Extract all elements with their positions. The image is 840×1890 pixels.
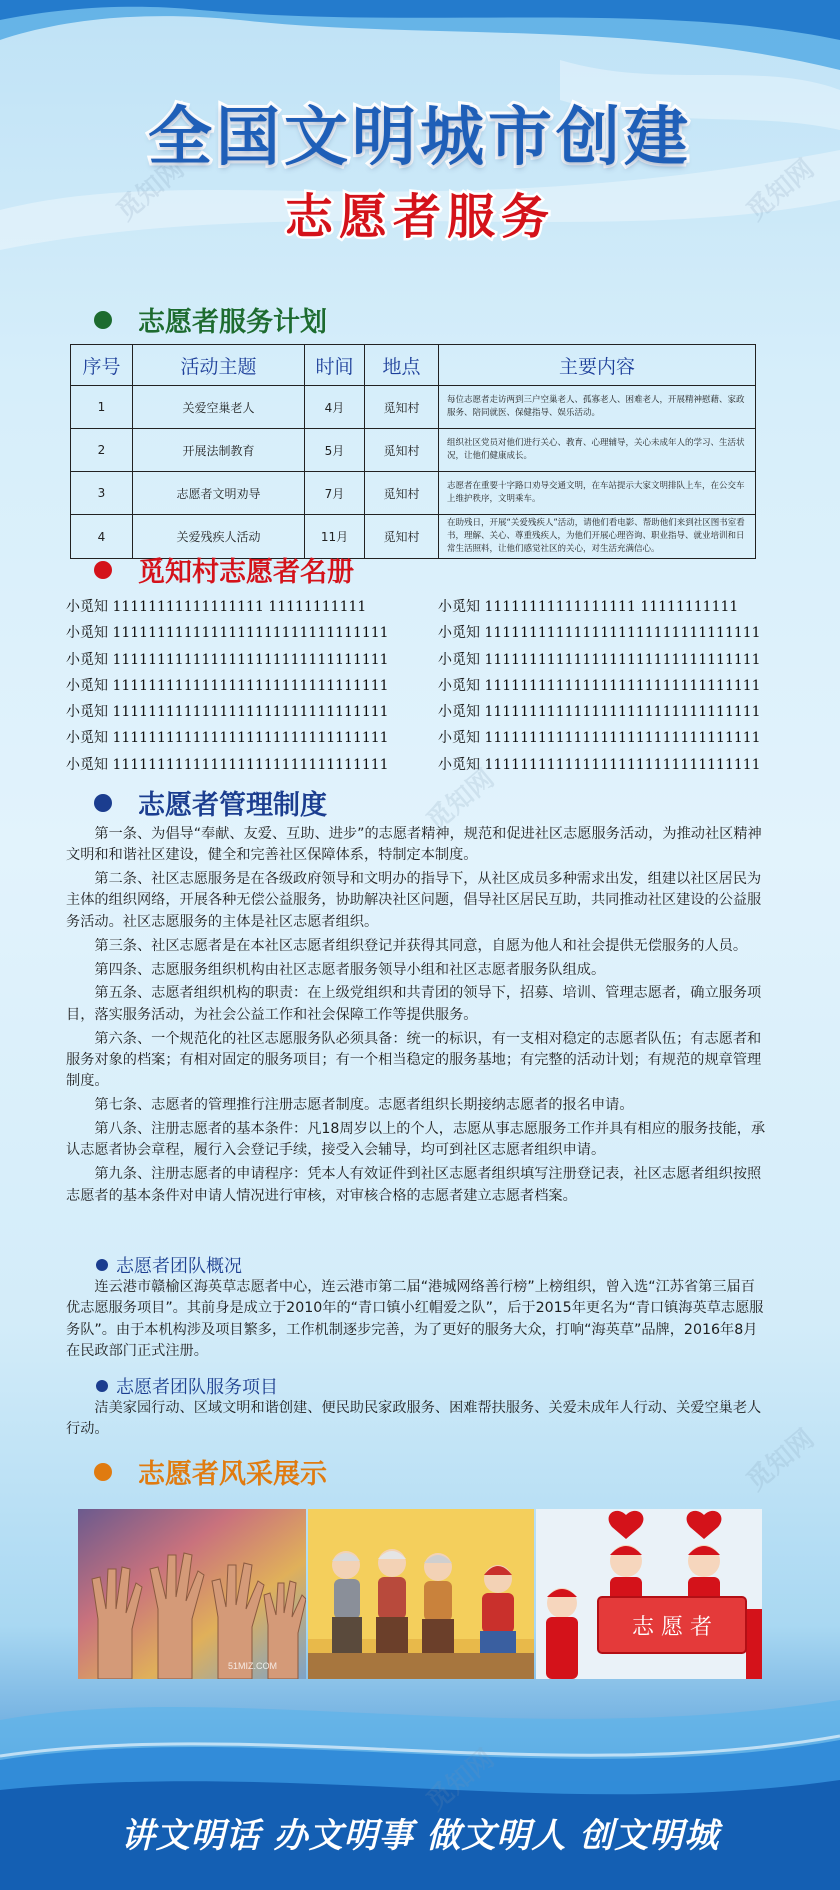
cell-content: 组织社区党员对他们进行关心、教育、心理辅导，关心未成年人的学习、生活状况，让他们健康成长。 (439, 429, 756, 472)
team-overview-paragraph: 连云港市赣榆区海英草志愿者中心，连云港市第二届“港城网络善行榜”上榜组织，曾入选“江苏省第三届百优志愿服务项目”。其前身是成立于2010年的“青口镇小红帽爱之队”，后于2015年更名为“青口镇海英草志愿服务队”。由于本机构涉及项目繁多，工作机制逐步完善，为了更好的服务大众，打响“海英草”品牌，2016年8月在民政部门正式注册。 (66, 1279, 764, 1359)
plan-table (70, 344, 756, 559)
rules-heading (94, 783, 327, 822)
cell-no: 3 (71, 472, 133, 515)
cell-place: 觅知村 (365, 515, 439, 559)
table-header-row (71, 345, 756, 386)
bullet-icon (94, 311, 112, 329)
roster-entry: 小觅知 1111111111111111111111111111111 (66, 651, 389, 668)
roster-entry: 小觅知 1111111111111111111111111111111 (438, 677, 761, 694)
cell-place: 觅知村 (365, 386, 439, 429)
bullet-icon (96, 1380, 108, 1392)
cell-time: 7月 (305, 472, 365, 515)
photo-elderly-cartoon (308, 1509, 534, 1679)
team-projects-body (66, 1398, 766, 1443)
roster-entry: 小觅知 1111111111111111111111111111111 (66, 704, 389, 721)
plan-heading-text: 志愿者服务计划 (138, 307, 327, 338)
rule-paragraph: 第三条、社区志愿者是在本社区志愿者组织登记并获得其同意，自愿为他人和社会提供无偿服务的人员。 (94, 937, 748, 954)
rule-paragraph: 第六条、一个规范化的社区志愿服务队必须具备：统一的标识，有一支相对稳定的志愿者队伍；有志愿者和服务对象的档案；有相对固定的服务项目；有一个相当稳定的服务基地；有完整的活动计划；有规范的规章管理制度。 (66, 1030, 762, 1090)
cell-content: 在助残日，开展“关爱残疾人”活动，请他们看电影、帮助他们来到社区图书室看书，理解、关心、尊重残疾人，为他们开展心理咨询、职业指导、就业培训和日常生活照料，让他们感觉社区的关心，对生活充满信心。 (439, 515, 756, 559)
team-projects-paragraph: 洁美家园行动、区域文明和谐创建、便民助民家政服务、困难帮扶服务、关爱未成年人行动、关爱空巢老人行动。 (66, 1400, 762, 1438)
cell-no: 1 (71, 386, 133, 429)
roster-heading (94, 550, 354, 589)
elderly-cartoon-image (308, 1509, 534, 1679)
rule-paragraph: 第二条、社区志愿服务是在各级政府领导和文明办的指导下，从社区成员多种需求出发，组建以社区居民为主体的组织网络，开展各种无偿公益服务，协助解决社区问题，倡导社区居民互助，共同推动社区建设的公益服务活动。社区志愿服务的主体是社区志愿者组织。 (66, 871, 762, 930)
photo-raised-hands (78, 1509, 306, 1679)
roster-entry: 小觅知 11111111111111111 11111111111 (66, 599, 367, 615)
column-header: 地点 (365, 345, 439, 386)
cell-theme: 开展法制教育 (133, 429, 305, 472)
roster-entry: 小觅知 1111111111111111111111111111111 (438, 704, 761, 721)
team-overview-heading (96, 1252, 242, 1278)
cell-time: 5月 (305, 429, 365, 472)
table-row (71, 429, 756, 472)
cell-place: 觅知村 (365, 429, 439, 472)
watermark: 觅知网 (421, 763, 501, 837)
rule-paragraph: 第五条、志愿者组织机构的职责：在上级党组织和共青团的领导下，招募、培训、管理志愿者，确立服务项目，落实服务活动，为社会公益工作和社会保障工作等提供服务。 (66, 985, 762, 1023)
cell-no: 2 (71, 429, 133, 472)
banner-text: 志 愿 者 (632, 1615, 712, 1640)
cell-place: 觅知村 (365, 472, 439, 515)
cell-theme: 志愿者文明劝导 (133, 472, 305, 515)
roster-entry: 小觅知 1111111111111111111111111111111 (66, 677, 389, 694)
roster-entry: 小觅知 1111111111111111111111111111111 (438, 625, 761, 642)
footer-slogan: 讲文明话 办文明事 做文明人 创文明城 (120, 1816, 720, 1856)
roster-entry: 小觅知 11111111111111111 11111111111 (438, 599, 739, 615)
roster-entry: 小觅知 1111111111111111111111111111111 (66, 756, 389, 773)
raised-hands-image (78, 1509, 306, 1679)
roster-left-column (66, 594, 389, 778)
bullet-icon (96, 1259, 108, 1271)
watermark: 觅知网 (741, 153, 821, 227)
photo-credit: 51MIZ.COM (228, 1661, 278, 1671)
bullet-icon (94, 561, 112, 579)
roster-entry: 小觅知 1111111111111111111111111111111 (66, 730, 389, 747)
column-header: 时间 (305, 345, 365, 386)
rule-paragraph: 第七条、志愿者的管理推行注册志愿者制度。志愿者组织长期接纳志愿者的报名申请。 (94, 1097, 634, 1114)
rules-body (66, 824, 766, 1209)
column-header: 序号 (71, 345, 133, 386)
roster-right-column (438, 594, 761, 778)
photo-volunteers-cartoon (536, 1509, 762, 1679)
cell-time: 11月 (305, 515, 365, 559)
team-projects-heading (96, 1373, 278, 1399)
watermark: 觅知网 (111, 153, 191, 227)
watermark: 觅知网 (421, 1743, 501, 1817)
team-overview-body (66, 1277, 766, 1365)
team-projects-heading-text: 志愿者团队服务项目 (116, 1377, 278, 1398)
roster-entry: 小觅知 1111111111111111111111111111111 (66, 625, 389, 642)
volunteers-cartoon-image (536, 1509, 762, 1679)
column-header: 活动主题 (133, 345, 305, 386)
table-row (71, 472, 756, 515)
roster-heading-text: 觅知村志愿者名册 (138, 557, 354, 588)
showcase-heading (94, 1452, 327, 1491)
rule-paragraph: 第一条、为倡导“奉献、友爱、互助、进步”的志愿者精神，规范和促进社区志愿服务活动，为推动社区精神文明和和谐社区建设，健全和完善社区保障体系，特制定本制度。 (66, 826, 762, 864)
main-title: 全国文明城市创建 (148, 101, 692, 175)
column-header: 主要内容 (439, 345, 756, 386)
cell-content: 志愿者在重要十字路口劝导交通文明，在车站提示大家文明排队上车，在公交车上维护秩序，文明乘车。 (439, 472, 756, 515)
cell-time: 4月 (305, 386, 365, 429)
roster-entry: 小觅知 1111111111111111111111111111111 (438, 756, 761, 773)
roster-entry: 小觅知 1111111111111111111111111111111 (438, 730, 761, 747)
plan-heading (94, 300, 327, 339)
sub-title: 志愿者服务 (284, 189, 555, 245)
cell-content: 每位志愿者走访两到三户空巢老人、孤寡老人、困难老人，开展精神慰藉、家政服务、陪同就医、保健指导、娱乐活动。 (439, 386, 756, 429)
watermark: 觅知网 (741, 1423, 821, 1497)
rule-paragraph: 第九条、注册志愿者的申请程序：凭本人有效证件到社区志愿者组织填写注册登记表，社区志愿者组织按照志愿者的基本条件对申请人情况进行审核，对审核合格的志愿者建立志愿者档案。 (66, 1166, 762, 1204)
rule-paragraph: 第八条、注册志愿者的基本条件：凡18周岁以上的个人，志愿从事志愿服务工作并具有相应的服务技能，承认志愿者协会章程，履行入会登记手续，接受入会辅导，均可到社区志愿者组织申请。 (66, 1121, 766, 1159)
bullet-icon (94, 1463, 112, 1481)
cell-no: 4 (71, 515, 133, 559)
team-overview-heading-text: 志愿者团队概况 (116, 1256, 242, 1277)
cell-theme: 关爱空巢老人 (133, 386, 305, 429)
rule-paragraph: 第四条、志愿服务组织机构由社区志愿者服务领导小组和社区志愿者服务队组成。 (94, 961, 606, 978)
roster-entry: 小觅知 1111111111111111111111111111111 (438, 651, 761, 668)
bullet-icon (94, 794, 112, 812)
cell-theme: 关爱残疾人活动 (133, 515, 305, 559)
showcase-heading-text: 志愿者风采展示 (138, 1459, 327, 1490)
rules-heading-text: 志愿者管理制度 (138, 790, 327, 821)
table-row (71, 386, 756, 429)
